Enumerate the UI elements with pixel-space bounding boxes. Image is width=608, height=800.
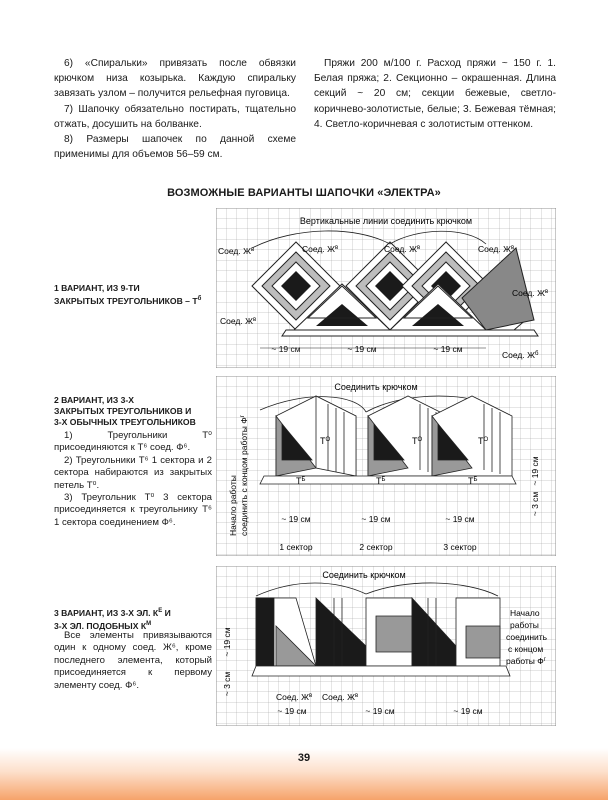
v2-t-o-3-text: Т — [478, 436, 484, 446]
v1-join-label-3-text: Соед. Ж — [384, 244, 417, 254]
v1-bottom-right-join — [502, 350, 539, 360]
v1-join-label-3 — [384, 244, 420, 254]
v1-left-join — [220, 316, 256, 326]
v2-width-2: ~ 19 см — [361, 514, 391, 524]
v3-width-1: ~ 19 см — [277, 706, 307, 716]
v3-height-19: ~ 19 см — [222, 627, 232, 657]
v1-join-label-2-text: Соед. Ж — [302, 244, 335, 254]
yarn-description: Пряжи 200 м/100 г. Расход пряжи ~ 150 г. 1. Белая пряжа; 2. Секционно – окрашенная. Длина секций ~ 20 см; секции бежевые, светло-коричнево-золотистые, белые; 3. Бежевая тёмная; 4. Светло-коричневая с золотистым оттенком. — [314, 58, 556, 130]
v3-join-right — [322, 692, 358, 702]
v2-t-b-1-sup: Б — [301, 477, 306, 483]
v3-join-left-sup: в — [308, 693, 313, 699]
v3-width-2: ~ 19 см — [365, 706, 395, 716]
v2-height-3: ~ 3 см — [530, 491, 540, 517]
v1-join-label-3-sup: в — [416, 245, 421, 251]
v2-t-o-1-sup: О — [325, 437, 331, 443]
v2-side-label-2-text: соединить с концом работы Ф — [239, 417, 249, 536]
variant1-heading-line2 — [54, 294, 214, 307]
v1-join-label-1 — [218, 246, 254, 256]
v2-t-b-2-text: Т — [376, 476, 382, 486]
variant1-heading — [54, 283, 214, 307]
v2-t-b-2-sup: Б — [381, 477, 386, 483]
v2-t-b-3-text: Т — [468, 476, 474, 486]
v2-side-label-sup: г — [240, 415, 246, 418]
v3-width-3: ~ 19 см — [453, 706, 483, 716]
variant2-heading-line2: ЗАКРЫТЫХ ТРЕУГОЛЬНИКОВ И — [54, 406, 192, 416]
v1-left-join-sup: в — [252, 317, 257, 323]
variant2-text — [54, 430, 212, 529]
variant2-diagram — [216, 376, 556, 556]
variant3-text — [54, 630, 212, 692]
paragraph-6: 6) «Спиральки» привязать после обвязки крючком низа козырька. Каждую спиральку завязать узлом – получится рельефная пуговица. — [54, 58, 296, 100]
variant3-heading-line2-sup: М — [146, 620, 152, 627]
v3-right-note-1: работы — [510, 620, 539, 630]
v3-right-note-4-text: работы Ф — [506, 656, 544, 666]
variant3-paragraph-1: Все элементы привязываются один к одному соед. Ж⁶, кроме последнего элемента, который присоединяется к первому элементу соед. Ф⁶. — [54, 630, 212, 691]
variant1-top-label: Вертикальные линии соединить крючком — [299, 216, 473, 226]
v1-width-2: ~ 19 см — [347, 344, 377, 354]
v1-join-label-1-sup: в — [250, 247, 255, 253]
v2-width-1: ~ 19 см — [281, 514, 311, 524]
variant3-heading-line1-sup: Е — [158, 608, 163, 614]
v1-right-join — [512, 288, 548, 298]
variant1-diagram — [216, 208, 556, 368]
v1-width-3: ~ 19 см — [433, 344, 463, 354]
variant2-heading-line1: 2 ВАРИАНТ, ИЗ 3-Х — [54, 395, 134, 405]
v2-t-o-2-sup: О — [417, 437, 423, 443]
v1-join-label-1-text: Соед. Ж — [218, 246, 251, 256]
v2-t-b-3-sup: Б — [473, 477, 478, 483]
v1-join-label-4-sup: в — [510, 245, 515, 251]
variant2-heading-line3: 3-Х ОБЫЧНЫХ ТРЕУГОЛЬНИКОВ — [54, 417, 196, 427]
variant3-top-label: Соединить крючком — [322, 570, 406, 580]
v3-join-right-sup: в — [354, 693, 359, 699]
variant3-heading-line1-tail: И — [162, 607, 171, 618]
variant1-heading-sup: б — [197, 296, 202, 302]
v3-height-3: ~ 3 см — [222, 671, 232, 697]
v2-t-o-2-text: Т — [412, 436, 418, 446]
v2-sector-1: 1 сектор — [279, 542, 313, 552]
v2-sector-3: 3 сектор — [443, 542, 477, 552]
variant2-paragraph-2: 2) Треугольники Т⁶ 1 сектора и 2 сектора набираются из закрытых петель Т⁰. — [54, 454, 212, 491]
v3-right-note-4 — [506, 656, 547, 666]
variant3-heading-line1 — [54, 606, 214, 619]
left-text-column — [54, 56, 296, 162]
v1-join-label-2-sup: в — [334, 245, 339, 251]
v1-right-join-sup: в — [544, 289, 549, 295]
right-text-column — [314, 56, 556, 132]
v1-join-label-2 — [302, 244, 338, 254]
v3-right-note-2: соединить — [506, 632, 548, 642]
v1-bottom-right-join-text: Соед. Ж — [502, 350, 535, 360]
variant3-diagram — [216, 566, 556, 726]
v2-side-label-1: Начало работы — [228, 475, 238, 536]
v2-sector-2: 2 сектор — [359, 542, 393, 552]
v3-right-note-0: Начало — [510, 608, 540, 618]
v2-t-b-1-text: Т — [296, 476, 302, 486]
variant3-heading-line1-text: 3 ВАРИАНТ, ИЗ 3-Х ЭЛ. К — [54, 607, 159, 618]
variant3-heading — [54, 606, 214, 632]
v1-join-label-4 — [478, 244, 514, 254]
variant1-heading-line1: 1 ВАРИАНТ, ИЗ 9-ТИ — [54, 283, 140, 293]
v3-join-left — [276, 692, 312, 702]
variant3-heading-line2-text: 3-Х ЭЛ. ПОДОБНЫХ К — [54, 620, 147, 631]
v2-t-o-1-text: Т — [320, 436, 326, 446]
v2-height-19: ~ 19 см — [530, 456, 540, 486]
v1-right-join-text: Соед. Ж — [512, 288, 545, 298]
v3-right-note-3: с концом — [508, 644, 544, 654]
paragraph-7: 7) Шапочку обязательно постирать, тщательно отжать, досушить на болванке. — [54, 103, 296, 130]
paragraph-8: 8) Размеры шапочек по данной схеме применимы для объемов 56–59 см. — [54, 134, 296, 161]
variant1-heading-line2-text: ЗАКРЫТЫХ ТРЕУГОЛЬНИКОВ – Т — [54, 295, 198, 306]
v1-left-join-text: Соед. Ж — [220, 316, 253, 326]
v2-width-3: ~ 19 см — [445, 514, 475, 524]
variant2-top-label: Соединить крючком — [334, 382, 418, 392]
v2-t-o-3-sup: О — [483, 437, 489, 443]
v3-join-right-text: Соед. Ж — [322, 692, 355, 702]
variant2-heading — [54, 395, 214, 428]
variant2-paragraph-3: 3) Треугольник Т⁰ 3 сектора присоединяется к треугольнику Т⁶ 1 сектора соединением Ф⁶. — [54, 492, 212, 528]
v3-right-note-sup: г — [543, 657, 546, 663]
v3-join-left-text: Соед. Ж — [276, 692, 309, 702]
v1-join-label-4-text: Соед. Ж — [478, 244, 511, 254]
page-number: 39 — [297, 752, 311, 764]
variant2-paragraph-1: 1) Треугольники Т⁰ присоединяются к Т⁶ соед. Ф⁶. — [54, 430, 212, 454]
section-title: ВОЗМОЖНЫЕ ВАРИАНТЫ ШАПОЧКИ «ЭЛЕКТРА» — [167, 187, 441, 199]
v2-side-label-2 — [239, 414, 249, 536]
v1-bottom-right-join-sup: б — [534, 351, 539, 357]
v1-width-1: ~ 19 см — [271, 344, 301, 354]
